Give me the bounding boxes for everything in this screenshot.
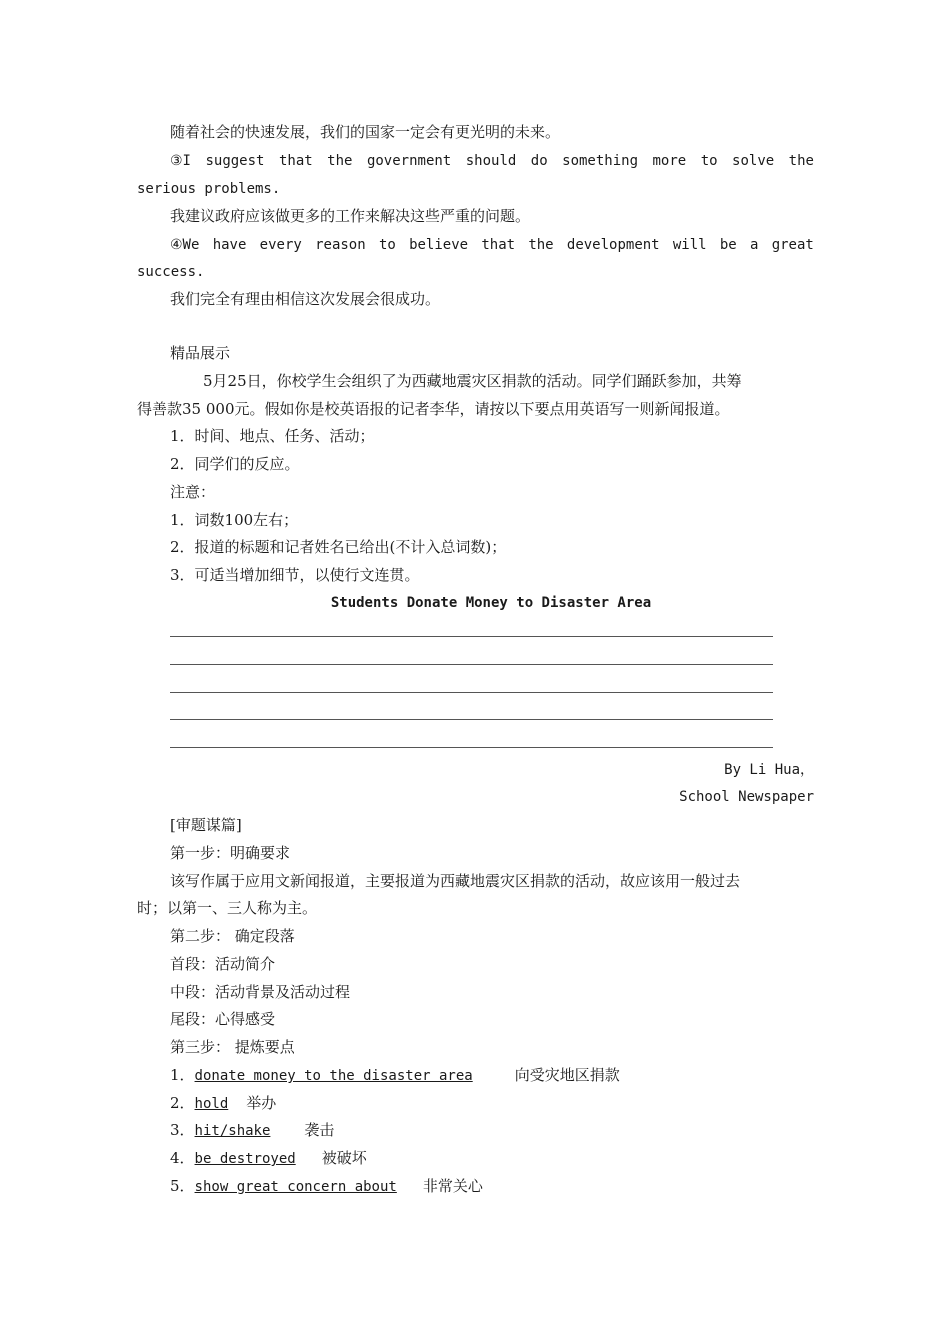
note-item: 1．词数100左右；	[170, 511, 299, 529]
word: to	[700, 153, 718, 169]
phrase-chinese: 向受灾地区捐款	[514, 1066, 620, 1084]
analysis-label: [审题谋篇]	[170, 816, 242, 834]
sentence-3-line	[170, 151, 814, 171]
phrase-number: 3．	[170, 1121, 195, 1139]
sentence-4-tail: success.	[137, 264, 205, 280]
paragraph-plan-2: 中段：活动背景及活动过程	[170, 983, 351, 1001]
section-heading: 精品展示	[170, 344, 231, 362]
phrase-number: 2．	[170, 1094, 195, 1112]
word: something	[562, 153, 638, 169]
note-item: 2．报道的标题和记者姓名已给出(不计入总词数)；	[170, 538, 507, 556]
phrase-chinese: 被破坏	[321, 1149, 367, 1167]
note-item: 3．可适当增加细节，以使行文连贯。	[170, 566, 420, 584]
phrase-chinese: 袭击	[304, 1121, 335, 1139]
prompt-line-2: 得善款35 000元。假如你是校英语报的记者李华，请按以下要点用英语写一则新闻报道。	[137, 400, 730, 418]
phrase-item	[170, 1148, 367, 1169]
word: ③I	[170, 153, 191, 169]
phrase-item	[170, 1176, 483, 1197]
step-1-text-line-1: 该写作属于应用文新闻报道，主要报道为西藏地震灾区捐款的活动，故应该用一般过去	[170, 872, 741, 890]
word: that	[278, 153, 313, 169]
phrase-chinese: 举办	[246, 1094, 277, 1112]
point-item: 2．同学们的反应。	[170, 455, 300, 473]
word: reason	[315, 237, 366, 253]
step-1-heading: 第一步：明确要求	[170, 844, 291, 862]
word: more	[652, 153, 687, 169]
essay-title: Students Donate Money to Disaster Area	[330, 595, 652, 611]
phrase-item	[170, 1093, 276, 1114]
word: that	[481, 237, 516, 253]
word: believe	[409, 237, 469, 253]
word: great	[771, 237, 814, 253]
phrase-english: hold	[194, 1096, 229, 1112]
writing-line	[170, 747, 773, 748]
paragraph-plan-1: 首段：活动简介	[170, 955, 276, 973]
prompt-line-1: 5月25日，你校学生会组织了为西藏地震灾区捐款的活动。同学们踊跃参加，共筹	[203, 372, 742, 390]
phrase-english: donate money to the disaster area	[194, 1068, 473, 1084]
word: the	[327, 153, 353, 169]
phrase-number: 1．	[170, 1066, 195, 1084]
phrase-chinese: 非常关心	[422, 1177, 483, 1195]
word: ④We	[170, 237, 200, 253]
newspaper-name: School Newspaper	[679, 789, 814, 805]
phrase-number: 5．	[170, 1177, 195, 1195]
word: the	[528, 237, 554, 253]
step-1-text-line-2: 时；以第一、三人称为主。	[137, 899, 318, 917]
sentence-4-line	[170, 235, 814, 255]
word: have	[212, 237, 247, 253]
step-2-heading: 第二步： 确定段落	[170, 927, 295, 945]
sentence-3-translation: 我建议政府应该做更多的工作来解决这些严重的问题。	[170, 207, 531, 225]
word: should	[465, 153, 517, 169]
word: do	[530, 153, 548, 169]
word: suggest	[205, 153, 265, 169]
phrase-english: be destroyed	[194, 1151, 296, 1167]
writing-line	[170, 636, 773, 637]
sentence-4-translation: 我们完全有理由相信这次发展会很成功。	[170, 290, 441, 308]
sentence-3-tail: serious problems.	[137, 181, 281, 197]
word: the	[788, 153, 814, 169]
phrase-english: show great concern about	[194, 1179, 397, 1195]
writing-line	[170, 664, 773, 665]
word: development	[566, 237, 660, 253]
word: will	[672, 237, 707, 253]
word: government	[366, 153, 452, 169]
word: a	[749, 237, 759, 253]
paragraph-plan-3: 尾段：心得感受	[170, 1010, 276, 1028]
phrase-item	[170, 1120, 334, 1141]
intro-line-1: 随着社会的快速发展，我们的国家一定会有更光明的未来。	[170, 123, 561, 141]
step-3-heading: 第三步： 提炼要点	[170, 1038, 295, 1056]
phrase-number: 4．	[170, 1149, 195, 1167]
writing-line	[170, 719, 773, 720]
phrase-item	[170, 1065, 620, 1086]
word: be	[719, 237, 737, 253]
byline: By Li Hua，	[724, 762, 814, 778]
word: to	[378, 237, 396, 253]
phrase-english: hit/shake	[194, 1123, 271, 1139]
note-label: 注意：	[170, 483, 216, 501]
writing-line	[170, 692, 773, 693]
word: solve	[732, 153, 775, 169]
word: every	[259, 237, 302, 253]
point-item: 1．时间、地点、任务、活动；	[170, 427, 375, 445]
